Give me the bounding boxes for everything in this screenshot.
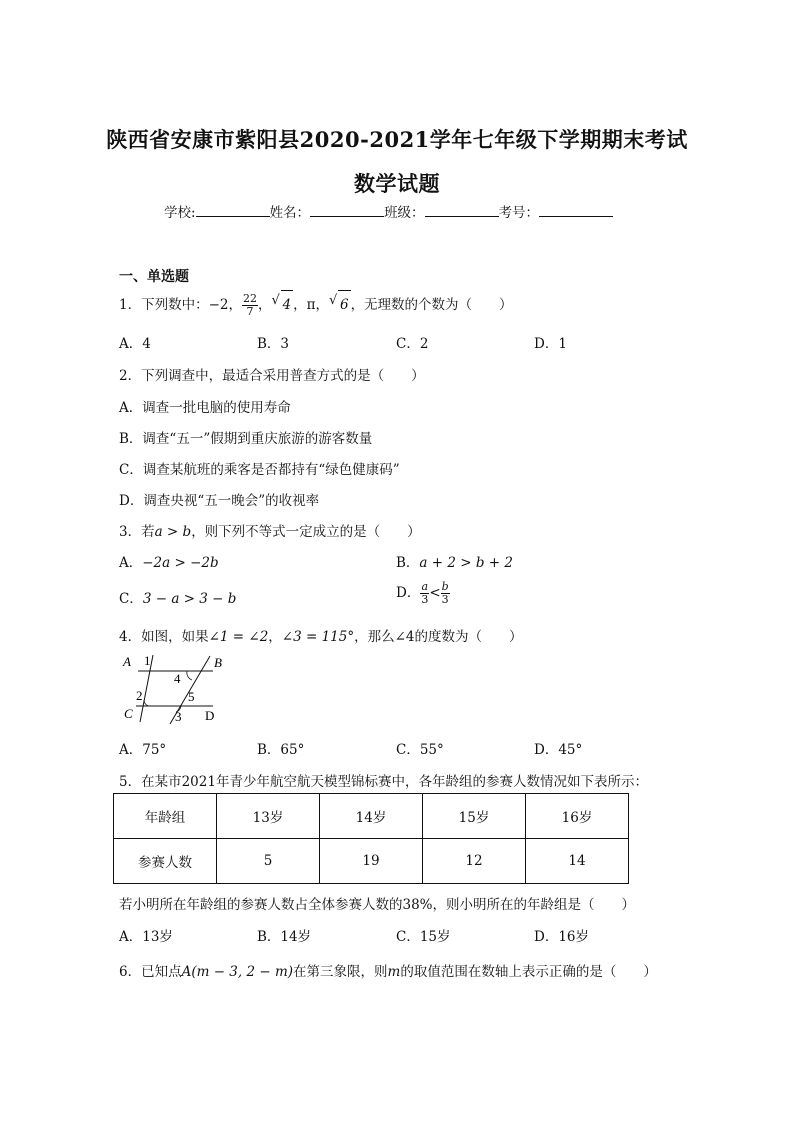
q5-participants-table <box>113 793 629 884</box>
q3-option-b-label: B． <box>396 555 420 571</box>
label-d: D <box>205 708 215 723</box>
q2-text: 下列调查中，最适合采用普查方式的是（ ） <box>141 368 425 384</box>
school-blank <box>196 204 270 217</box>
label-angle-2: 2 <box>136 688 143 703</box>
q6-text-post: 的取值范围在数轴上表示正确的是（ ） <box>400 964 657 980</box>
q3-condition: a > b <box>154 524 192 540</box>
question-2 <box>119 364 425 384</box>
q1-frac-num: 22 <box>243 292 257 305</box>
class-label: 班级： <box>384 205 425 221</box>
q5-text: 在某市2021年青少年航空航天模型锦标赛中，各年龄组的参赛人数情况如下表所示： <box>141 774 648 790</box>
q6-text-pre: 已知点 <box>141 964 182 980</box>
label-a: A <box>123 654 131 669</box>
q1-text-post: ，无理数的个数为（ ） <box>350 297 513 313</box>
q4-text-post: ，那么∠4的度数为（ ） <box>354 629 523 645</box>
info-fields <box>164 201 613 221</box>
q1-item-neg2: −2 <box>208 297 229 313</box>
q3-d-frac-left: $\frac{a}{3}$ <box>421 580 429 606</box>
exam-no-blank <box>539 204 613 217</box>
name-label: 姓名： <box>269 205 311 221</box>
q5-option-b: B．14岁 <box>257 929 312 945</box>
q3-d-frac-right: $\frac{b}{3}$ <box>441 580 449 606</box>
q1-option-b: B．3 <box>257 336 290 352</box>
q3-text-post: ，则下列不等式一定成立的是（ ） <box>191 524 421 540</box>
q4-text-pre: 如图，如果 <box>141 629 209 645</box>
q2-number: 2． <box>119 368 142 384</box>
section-heading: 一、单选题 <box>119 269 189 285</box>
table-cell: 13岁 <box>217 794 320 839</box>
table-cell: 15岁 <box>423 794 526 839</box>
q4-option-c: C．55° <box>396 742 444 758</box>
label-angle-5: 5 <box>188 689 195 704</box>
q3-option-b <box>396 551 513 571</box>
document-title-line1: 陕西省安康市紫阳县2020-2021学年七年级下学期期末考试 <box>106 127 688 152</box>
q1-text-pre: 下列数中： <box>141 297 209 313</box>
q1-option-d: D．1 <box>534 336 567 352</box>
question-5 <box>119 770 648 790</box>
q4-expr1: ∠1 = ∠2 <box>208 629 269 645</box>
q4-option-a: A．75° <box>119 742 167 758</box>
label-angle-3: 3 <box>175 709 182 724</box>
q1-option-a: A．4 <box>119 336 151 352</box>
q3-d-rel: < <box>429 585 441 601</box>
q1-item-pi: π <box>306 297 316 313</box>
q1-fraction <box>242 293 258 318</box>
label-angle-4: 4 <box>174 671 181 686</box>
q5-option-c: C．15岁 <box>396 929 451 945</box>
q6-var: m <box>387 964 401 980</box>
label-angle-1: 1 <box>144 653 151 668</box>
q5-question-text: 若小明所在年龄组的参赛人数占全体参赛人数的38%，则小明所在的年龄组是（ ） <box>119 897 636 913</box>
q3-option-d <box>396 578 450 608</box>
question-3 <box>119 520 421 540</box>
question-1: 1．下列数中：−2， $\frac{22}{7}$ ， √ 4 ，π， √ 6 ，无理数的个数为（ ） <box>119 292 513 318</box>
q1-option-c: C．2 <box>396 336 429 352</box>
q4-parallel-lines-figure <box>118 650 228 730</box>
q3-option-d-label: D． <box>396 585 421 601</box>
q3-text-pre: 若 <box>141 524 155 540</box>
q6-point: A(m − 3, 2 − m) <box>181 964 294 980</box>
question-4 <box>119 625 523 645</box>
q1-number: 1． <box>119 297 142 313</box>
class-blank <box>425 204 499 217</box>
q3-option-c <box>119 587 236 607</box>
table-cell: 19 <box>320 839 423 884</box>
q3-option-c-expr: 3 − a > 3 − b <box>142 591 237 607</box>
table-cell: 12 <box>423 839 526 884</box>
document-title-line2: 数学试题 <box>354 171 440 196</box>
q1-sqrt-6: √ 6 <box>329 290 351 319</box>
angle-4-arc <box>187 671 192 680</box>
q4-number: 4． <box>119 629 142 645</box>
q6-text-mid: 在第三象限，则 <box>293 964 388 980</box>
table-cell: 14 <box>526 839 629 884</box>
q4-option-b: B．65° <box>257 742 305 758</box>
q3-option-c-label: C． <box>119 591 143 607</box>
table-cell: 16岁 <box>526 794 629 839</box>
table-cell: 14岁 <box>320 794 423 839</box>
q4-sep: ， <box>268 629 282 645</box>
table-row <box>114 839 629 884</box>
q2-option-d: D．调查央视“五一晚会”的收视率 <box>119 493 320 509</box>
q5-number: 5． <box>119 774 142 790</box>
q2-option-a: A．调查一批电脑的使用寿命 <box>119 400 291 416</box>
table-cell: 5 <box>217 839 320 884</box>
q3-number: 3． <box>119 524 142 540</box>
q3-option-a <box>119 551 219 571</box>
q2-option-c: C．调查某航班的乘客是否都持有“绿色健康码” <box>119 462 400 478</box>
q1-frac-den: 7 <box>246 305 254 318</box>
q5-option-d: D．16岁 <box>534 929 590 945</box>
table-cell: 年龄组 <box>114 794 217 839</box>
question-6 <box>119 960 657 980</box>
table-cell: 参赛人数 <box>114 839 217 884</box>
exam-no-label: 考号： <box>498 205 540 221</box>
q5-option-a: A．13岁 <box>119 929 173 945</box>
q4-option-d: D．45° <box>534 742 583 758</box>
q6-number: 6． <box>119 964 142 980</box>
q3-option-a-label: A． <box>119 555 143 571</box>
q3-option-b-expr: a + 2 > b + 2 <box>419 555 513 571</box>
q3-option-a-expr: −2a > −2b <box>142 555 219 571</box>
q4-expr2: ∠3 = 115° <box>281 629 355 645</box>
label-c: C <box>124 706 133 721</box>
table-row <box>114 794 629 839</box>
q2-option-b: B．调查“五一”假期到重庆旅游的游客数量 <box>119 431 373 447</box>
school-label: 学校: <box>164 205 196 221</box>
label-b: B <box>214 655 222 670</box>
angle-2-arc <box>144 700 150 706</box>
q1-sqrt-4: √ 4 <box>272 290 294 319</box>
name-blank <box>310 204 384 217</box>
